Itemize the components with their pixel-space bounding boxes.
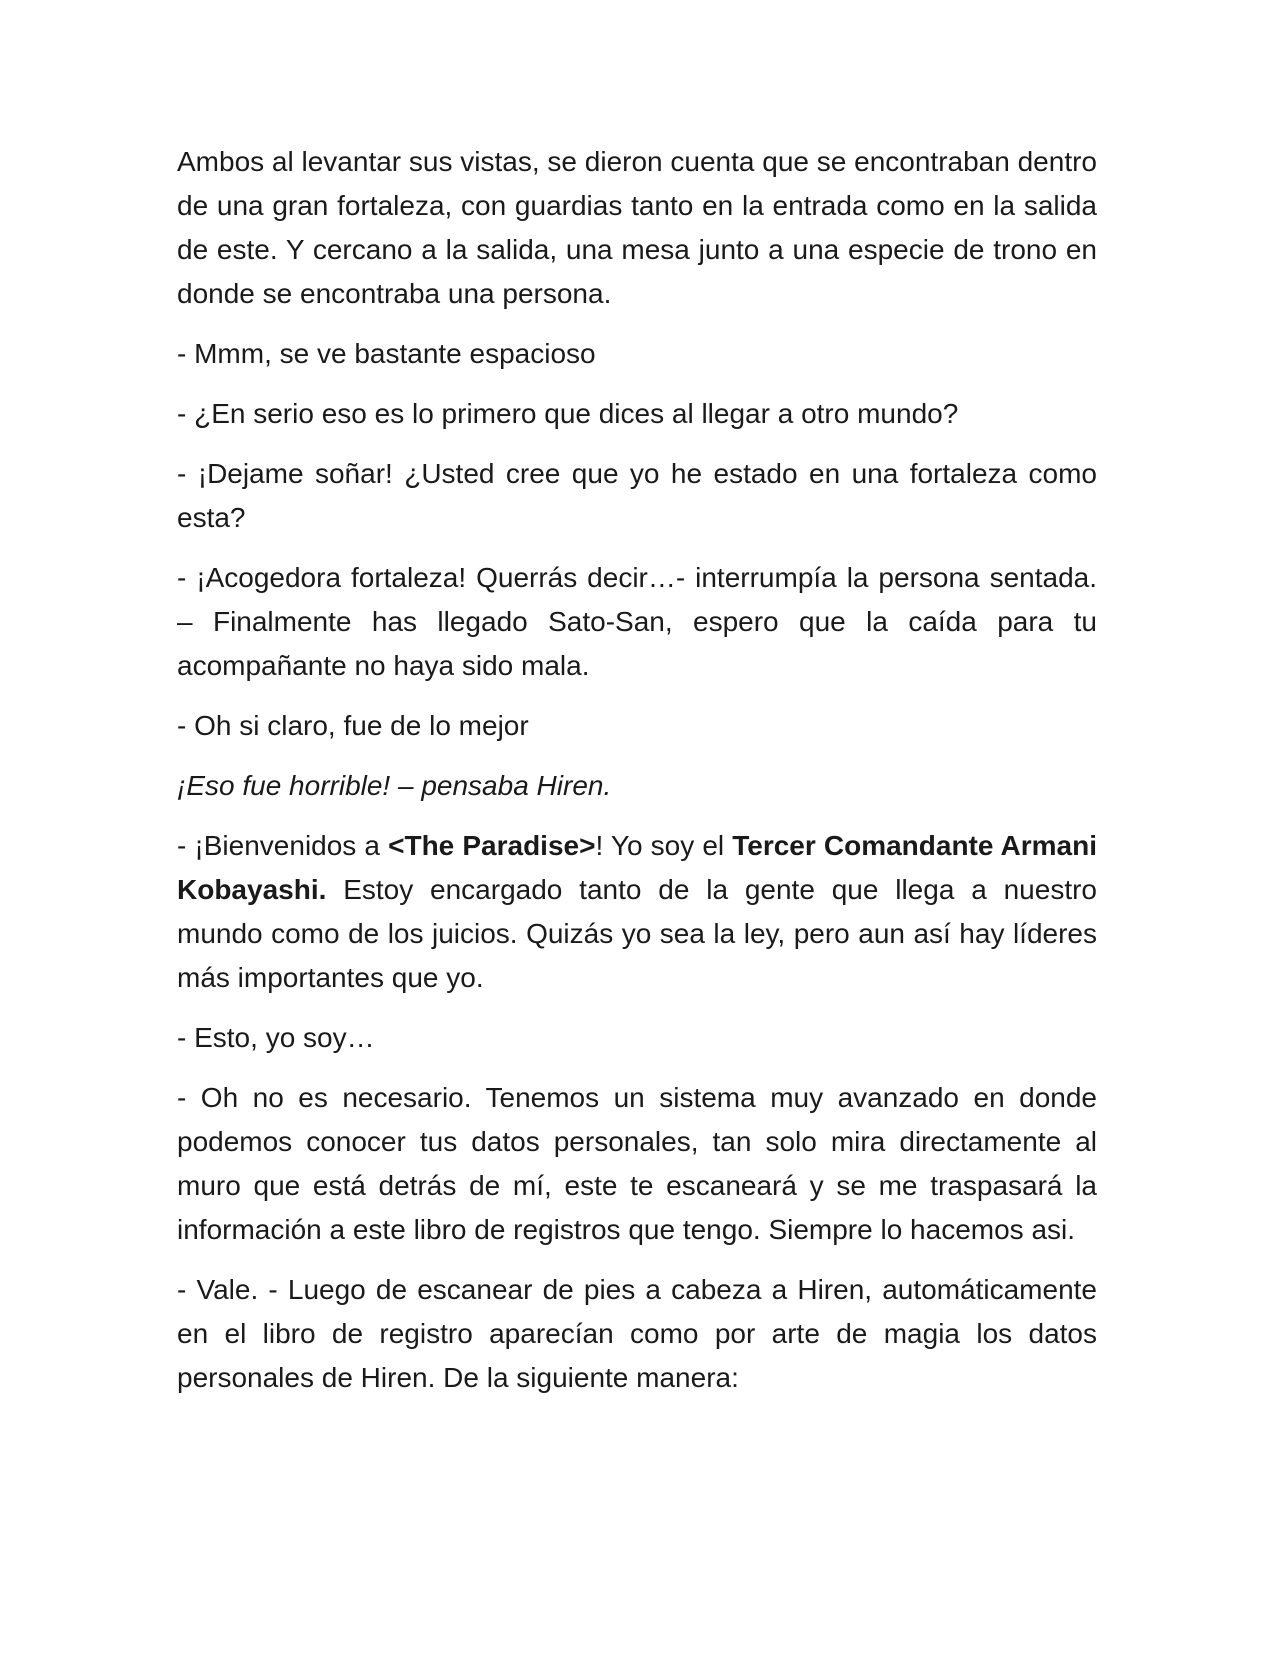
document-page	[177, 140, 1097, 1416]
dialogue-line: - Oh no es necesario. Tenemos un sistema muy avanzado en donde podemos conocer tus datos personales, tan solo mira directamente al muro que está detrás de mí, este te escaneará y se me traspasará la información a este libro de registros que tengo. Siempre lo hacemos asi.	[177, 1082, 1097, 1245]
narration-paragraph: Ambos al levantar sus vistas, se dieron cuenta que se encontraban dentro de una gran fortaleza, con guardias tanto en la entrada como en la salida de este. Y cercano a la salida, una mesa junto a una especie de trono en donde se encontraba una persona.	[177, 146, 1097, 309]
intro-text: ! Yo soy el	[595, 830, 733, 861]
intro-text: - ¡Bienvenidos a	[177, 830, 389, 861]
dialogue-line: - Vale. - Luego de escanear de pies a cabeza a Hiren, automáticamente en el libro de registro aparecían como por arte de magia los datos personales de Hiren. De la siguiente manera:	[177, 1274, 1097, 1393]
dialogue-line: - ¡Acogedora fortaleza! Querrás decir…- interrumpía la persona sentada. – Finalmente has llegado Sato-San, espero que la caída para tu acompañante no haya sido mala.	[177, 562, 1097, 681]
dialogue-line: - Esto, yo soy…	[177, 1022, 375, 1053]
dialogue-line-introduction	[177, 824, 1097, 1000]
dialogue-line: - ¡Dejame soñar! ¿Usted cree que yo he estado en una fortaleza como esta?	[177, 458, 1097, 533]
place-name: <The Paradise>	[388, 830, 596, 861]
intro-text: Estoy encargado tanto de la gente que llega a nuestro mundo como de los juicios. Quizás yo sea la ley, pero aun así hay líderes más importantes que yo.	[177, 874, 1097, 993]
character-title: Tercer Comandante Armani Kobayashi.	[177, 830, 1097, 905]
dialogue-line: - Mmm, se ve bastante espacioso	[177, 338, 596, 369]
dialogue-line: - ¿En serio eso es lo primero que dices al llegar a otro mundo?	[177, 398, 959, 429]
thought-line: ¡Eso fue horrible! – pensaba Hiren.	[177, 770, 612, 801]
dialogue-line: - Oh si claro, fue de lo mejor	[177, 710, 529, 741]
